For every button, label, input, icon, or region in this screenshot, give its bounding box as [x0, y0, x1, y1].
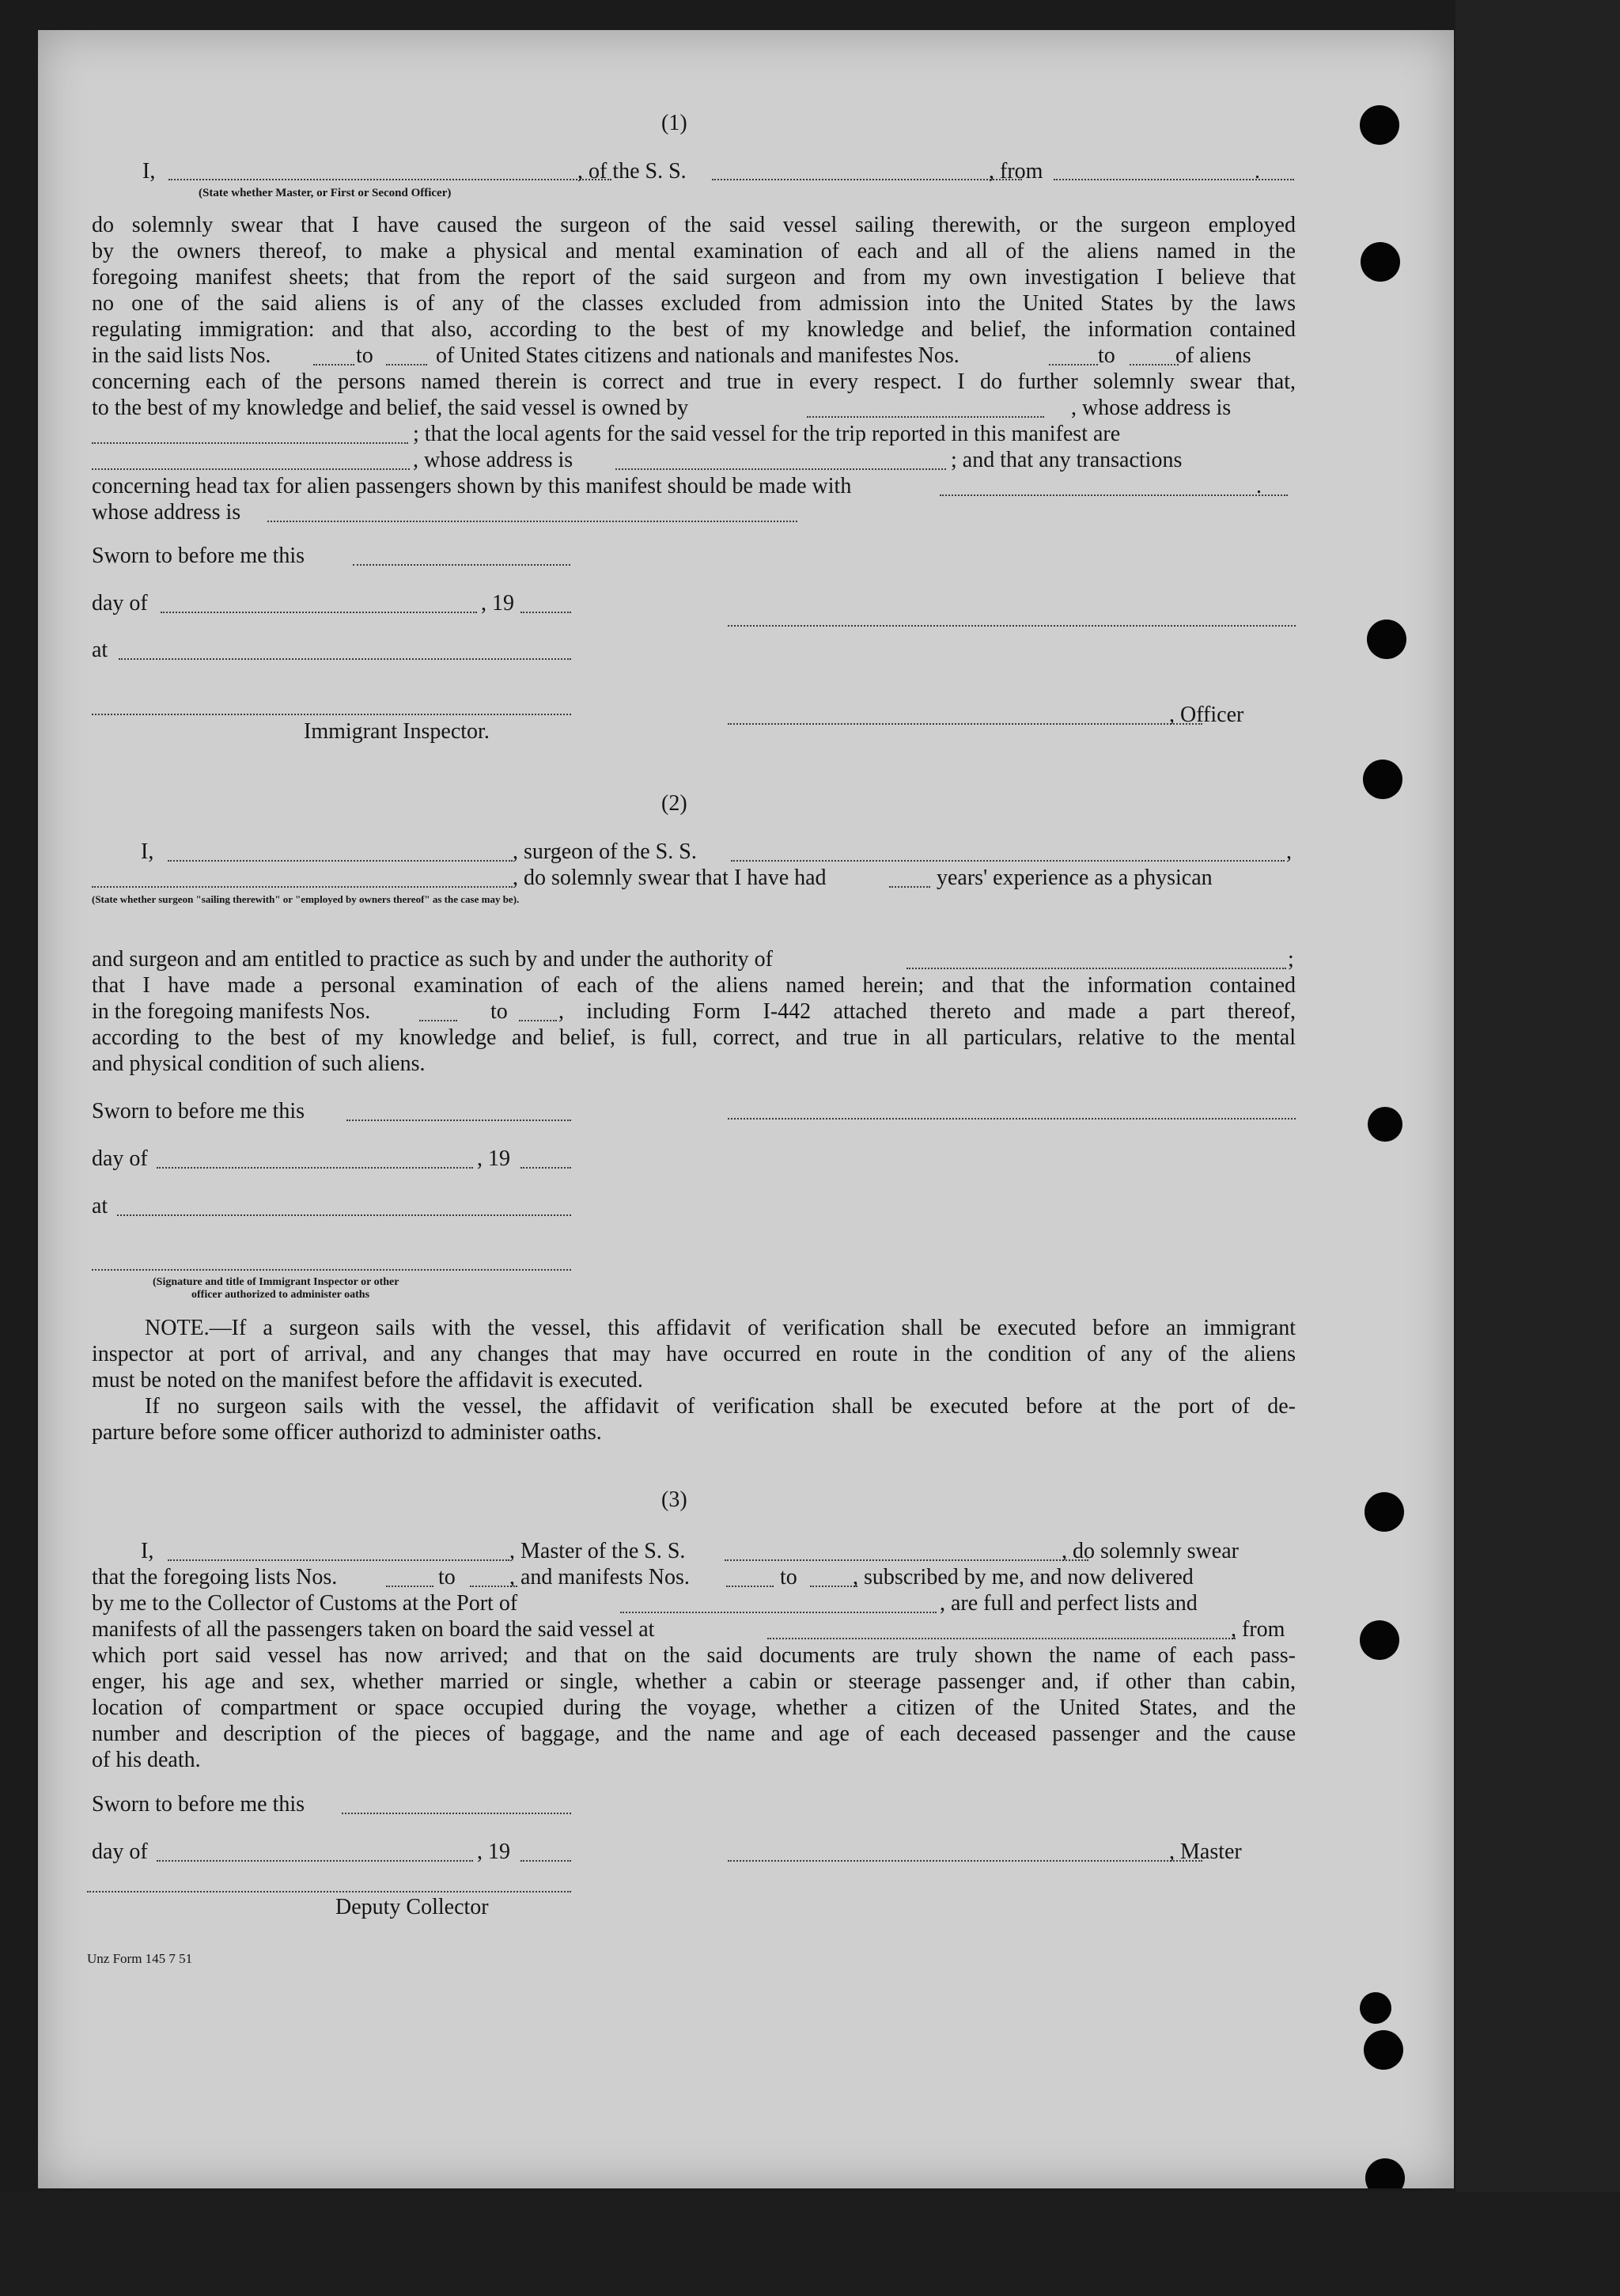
- binder-hole: [1367, 619, 1406, 659]
- s1-day-field: [161, 612, 477, 613]
- s1-lists-to-field: [386, 364, 427, 366]
- s3-collector: by me to the Collector of Customs at the Port of: [92, 1591, 518, 1616]
- document-page: [38, 30, 1454, 2188]
- s3-master-of-ss: , Master of the S. S.: [509, 1539, 686, 1563]
- s3-master-name-field: [168, 1559, 509, 1561]
- s1-i: I,: [142, 159, 156, 184]
- binder-hole: [1363, 760, 1402, 799]
- s1-head-tax-address-field: [267, 521, 797, 522]
- s2-para-line: according to the best of my knowledge and belief, is full, correct, and true in all particulars, relative to the mental: [92, 1025, 1296, 1050]
- s3-master: , Master: [1169, 1839, 1242, 1864]
- s1-officer-sign-line: [728, 723, 1202, 725]
- s3-solemnly-swear: , do solemnly swear: [1062, 1539, 1239, 1563]
- s2-year-field: [520, 1167, 571, 1169]
- s1-transactions: ; and that any transactions: [951, 448, 1183, 472]
- s3-taken-on-board: manifests of all the passengers taken on board the said vessel at: [92, 1617, 655, 1642]
- s2-semicolon: ;: [1288, 947, 1294, 972]
- s2-surgeon-name-field: [168, 860, 513, 862]
- s3-lists-nos: that the foregoing lists Nos.: [92, 1565, 338, 1589]
- s3-para-line: location of compartment or space occupied during the voyage, whether a citizen of the United States, and the: [92, 1695, 1296, 1720]
- s3-day-of: day of: [92, 1839, 148, 1864]
- s1-period-2: .: [1256, 474, 1262, 498]
- s2-at: at: [92, 1194, 108, 1218]
- s3-full-perfect: , are full and perfect lists and: [940, 1591, 1198, 1616]
- s2-para-line: that I have made a personal examination of each of the aliens named herein; and that the information contained: [92, 973, 1296, 998]
- s1-officer-note: (State whether Master, or First or Second Officer): [199, 187, 452, 199]
- s1-inspector-sign-line: [92, 714, 571, 715]
- binder-hole: [1360, 105, 1399, 145]
- s1-lists-nos: in the said lists Nos.: [92, 343, 271, 368]
- s1-citizens-manifests: of United States citizens and nationals and manifestes Nos.: [436, 343, 960, 368]
- s2-note2-line: If no surgeon sails with the vessel, the affidavit of verification shall be executed before at the port of de-: [145, 1394, 1296, 1419]
- s2-authority-field: [907, 968, 1286, 969]
- s2-note-line: NOTE.—If a surgeon sails with the vessel, this affidavit of verification shall be executed before an immigrant: [145, 1316, 1296, 1340]
- s1-from: , from: [989, 159, 1043, 184]
- s3-year-field: [520, 1860, 571, 1862]
- s2-to: to: [490, 999, 508, 1024]
- s2-manifests-nos: in the foregoing manifests Nos.: [92, 999, 371, 1024]
- s2-surgeon-of-ss: , surgeon of the S. S.: [513, 839, 697, 864]
- section-3-number: (3): [661, 1487, 687, 1512]
- s1-of-aliens: of aliens: [1175, 343, 1251, 368]
- s1-local-agents: ; that the local agents for the said vessel for the trip reported in this manifest are: [413, 422, 1121, 446]
- s1-of-ss: , of the S. S.: [577, 159, 687, 184]
- s1-head-tax: concerning head tax for alien passengers shown by this manifest should be made with: [92, 474, 852, 498]
- s2-day-field: [157, 1167, 473, 1169]
- s1-para-line: foregoing manifest sheets; that from the report of the said surgeon and from my own investigation I believe that: [92, 265, 1296, 290]
- s3-manifests-from-field: [726, 1586, 774, 1587]
- s1-year: , 19: [481, 591, 514, 616]
- s2-comma: ,: [1286, 839, 1292, 864]
- s3-lists-from-field: [386, 1586, 433, 1587]
- scan-margin-bottom: [0, 2192, 1620, 2296]
- s1-whose-address-2: whose address is: [92, 500, 241, 525]
- s1-manifests-to-field: [1130, 364, 1179, 366]
- s2-note2-line: parture before some officer authorizd to administer oaths.: [92, 1420, 602, 1445]
- s1-officer: , Officer: [1169, 703, 1244, 727]
- s1-at-field: [119, 658, 571, 660]
- s1-owner-address-field: [92, 442, 408, 444]
- section-1-number: (1): [661, 111, 687, 135]
- s2-sailing-field: [92, 886, 513, 888]
- s3-ship-field: [725, 1559, 1088, 1561]
- s1-sworn: Sworn to before me this: [92, 544, 305, 568]
- s2-year: , 19: [477, 1146, 510, 1171]
- s1-para-line: by the owners thereof, to make a physical and mental examination of each and all of the aliens named in the: [92, 239, 1296, 263]
- s3-from: , from: [1231, 1617, 1285, 1642]
- s3-to-2: to: [780, 1565, 797, 1589]
- s1-ship-field: [712, 179, 1022, 180]
- s2-sworn: Sworn to before me this: [92, 1099, 305, 1123]
- s2-years-experience: years' experience as a physican: [937, 866, 1213, 890]
- binder-hole: [1368, 1107, 1402, 1142]
- s1-officer-sign-line-1: [728, 625, 1296, 627]
- s2-i: I,: [141, 839, 154, 864]
- s2-ship-field: [731, 860, 1285, 862]
- s3-to: to: [438, 1565, 456, 1589]
- s3-deputy-sign-line: [87, 1891, 571, 1892]
- s1-immigrant-inspector: Immigrant Inspector.: [304, 719, 490, 744]
- s2-para-line: and physical condition of such aliens.: [92, 1051, 426, 1076]
- s3-sworn-field: [342, 1813, 571, 1814]
- s1-lists-from-field: [313, 364, 354, 366]
- s1-para-line: concerning each of the persons named therein is correct and true in every respect. I do further solemnly swear that,: [92, 369, 1296, 394]
- s3-port-field: [620, 1612, 937, 1613]
- s3-para-line: number and description of the pieces of baggage, and the name and age of each deceased passenger and the cause: [92, 1722, 1296, 1746]
- s1-to-2: to: [1098, 343, 1115, 368]
- s1-to: to: [356, 343, 373, 368]
- s3-deputy-collector: Deputy Collector: [335, 1895, 489, 1919]
- s1-para-line: do solemnly swear that I have caused the surgeon of the said vessel sailing therewith, or the surgeon employed: [92, 213, 1296, 237]
- binder-hole: [1365, 1492, 1404, 1532]
- s2-sig-note-2: officer authorized to administer oaths: [191, 1289, 370, 1301]
- s3-port-departure-field: [767, 1638, 1236, 1639]
- s2-including: , including Form I-442 attached thereto and made a part thereof,: [558, 999, 1296, 1024]
- s1-year-field: [520, 612, 571, 613]
- s1-agents-address-field: [615, 468, 946, 470]
- s1-head-tax-field: [940, 494, 1288, 496]
- binder-hole: [1364, 2030, 1403, 2070]
- s1-para-line: regulating immigration: and that also, according to the best of my knowledge and belief, the information contained: [92, 317, 1296, 342]
- s1-officer-field: [168, 179, 611, 180]
- s3-master-sign-line: [728, 1860, 1202, 1862]
- s1-owner-field: [807, 416, 1044, 418]
- s3-day-field: [157, 1860, 473, 1862]
- s1-whose-address: , whose address is: [1071, 396, 1232, 420]
- s1-manifests-from-field: [1049, 364, 1098, 366]
- s3-manifests-to-field: [810, 1586, 857, 1587]
- binder-hole: [1360, 1620, 1399, 1660]
- s3-para-line: which port said vessel has now arrived; and that on the said documents are truly shown the name of each pass-: [92, 1643, 1296, 1668]
- s3-i: I,: [141, 1539, 154, 1563]
- s3-para-line: enger, his age and sex, whether married or single, whether a cabin or steerage passenger and, if other than cabin,: [92, 1669, 1296, 1694]
- form-identifier: Unz Form 145 7 51: [87, 1951, 193, 1966]
- s1-agents-address: , whose address is: [413, 448, 573, 472]
- s3-para-line: of his death.: [92, 1748, 201, 1772]
- s2-manifests-from-field: [419, 1020, 457, 1021]
- s2-sailing-note: (State whether surgeon "sailing therewith" or "employed by owners thereof" as the case may be).: [92, 893, 520, 905]
- s1-period: .: [1255, 159, 1260, 184]
- s2-at-field: [117, 1214, 571, 1216]
- s1-at: at: [92, 638, 108, 662]
- s3-sworn: Sworn to before me this: [92, 1792, 305, 1817]
- s2-years-field: [889, 886, 930, 888]
- s1-para-line: no one of the said aliens is of any of the classes excluded from admission into the United States by the laws: [92, 291, 1296, 316]
- s3-manifests-nos: , and manifests Nos.: [509, 1565, 690, 1589]
- s2-solemnly-swear: , do solemnly swear that I have had: [513, 866, 827, 890]
- binder-hole: [1360, 1992, 1391, 2024]
- s1-sworn-field: [353, 564, 570, 566]
- s2-sworn-field: [346, 1120, 571, 1121]
- s3-year: , 19: [477, 1839, 510, 1864]
- s2-manifests-to-field: [519, 1020, 557, 1021]
- s2-note-line: must be noted on the manifest before the affidavit is executed.: [92, 1368, 643, 1392]
- s2-authority: and surgeon and am entitled to practice as such by and under the authority of: [92, 947, 773, 972]
- s2-day-of: day of: [92, 1146, 148, 1171]
- s2-sig-note-1: (Signature and title of Immigrant Inspector or other: [153, 1276, 399, 1288]
- s2-inspector-sign-line: [92, 1269, 571, 1271]
- s3-subscribed: , subscribed by me, and now delivered: [853, 1565, 1194, 1589]
- s2-surgeon-sign-line: [728, 1118, 1296, 1120]
- binder-hole: [1361, 242, 1400, 282]
- s2-note-line: inspector at port of arrival, and any changes that may have occurred en route in the condition of any of the aliens: [92, 1342, 1296, 1366]
- s1-agents-field: [92, 468, 410, 470]
- scan-margin-right: [1455, 0, 1620, 2296]
- s1-owned-by: to the best of my knowledge and belief, the said vessel is owned by: [92, 396, 689, 420]
- s1-day-of: day of: [92, 591, 148, 616]
- binder-hole: [1365, 2158, 1405, 2188]
- section-2-number: (2): [661, 791, 687, 816]
